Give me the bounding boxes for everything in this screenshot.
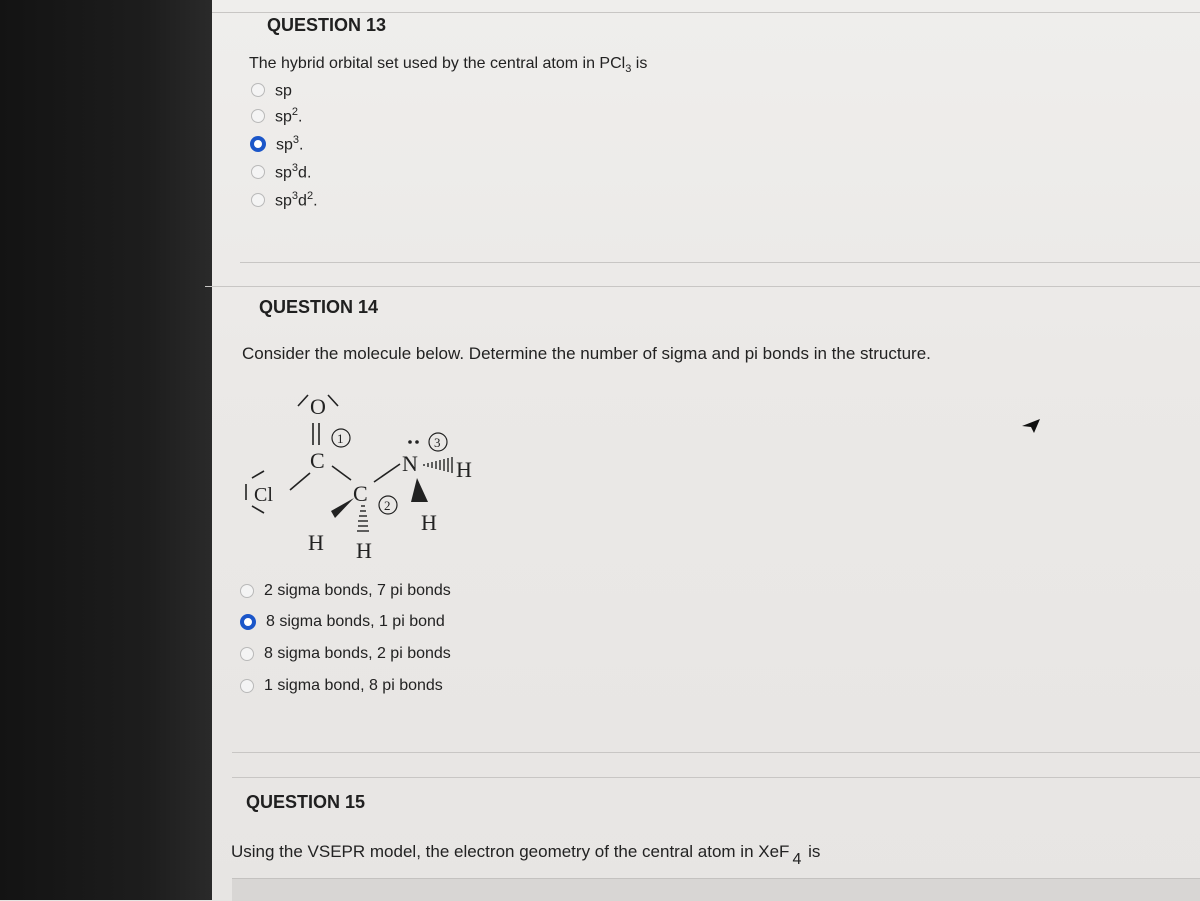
q13-option-label — [276, 134, 303, 154]
q13-option-radio[interactable] — [250, 136, 266, 152]
q13-option-sup: 3 — [291, 161, 299, 174]
divider-top — [212, 12, 1200, 13]
question-13-text-end: is — [631, 55, 648, 72]
q13-option-label — [275, 162, 311, 182]
chlorine-lone-pair-bottom — [252, 506, 264, 513]
q14-option-radio[interactable] — [240, 647, 254, 661]
q13-option-sup: 3 — [292, 133, 300, 146]
divider-q13-bottom — [240, 262, 1200, 263]
q13-option-base: sp — [275, 164, 292, 182]
q13-option-base: sp — [275, 192, 292, 210]
label-3: 3 — [434, 435, 441, 450]
hydrogen-n-2: H — [421, 510, 437, 535]
q13-option-label — [275, 106, 302, 126]
q13-option-tail: . — [313, 192, 318, 210]
label-1: 1 — [337, 431, 344, 446]
q13-option-mid: d — [298, 192, 307, 210]
q13-option-sup: 2 — [291, 105, 299, 118]
q13-option-base: sp — [275, 82, 292, 100]
oxygen-lone-pair-left — [298, 395, 308, 406]
molecule-diagram — [240, 378, 520, 578]
q14-option[interactable] — [240, 672, 443, 700]
question-13-title: QUESTION 13 — [267, 15, 387, 35]
q13-option-tail: . — [299, 136, 304, 154]
q14-option-radio[interactable] — [240, 614, 256, 630]
monitor-bezel — [0, 0, 212, 900]
q14-option-label: 2 sigma bonds, 7 pi bonds — [264, 582, 451, 599]
q13-option-radio[interactable] — [251, 165, 265, 179]
q13-option-radio[interactable] — [251, 83, 265, 97]
wedge-n-h — [411, 478, 428, 502]
q14-option-label: 1 sigma bond, 8 pi bonds — [264, 677, 443, 694]
question-15-text-sub: 4 — [792, 851, 802, 868]
q14-option[interactable] — [240, 608, 445, 636]
answer-box-edge[interactable] — [232, 878, 1200, 901]
carbon-2-atom: C — [353, 481, 368, 506]
question-13-text — [249, 55, 647, 75]
q13-option-mid: d — [298, 164, 307, 182]
question-13-text-main: The hybrid orbital set used by the central atom in PCl — [249, 55, 626, 72]
q14-option-label: 8 sigma bonds, 1 pi bond — [266, 613, 445, 630]
q13-option-sup2: 2 — [306, 189, 314, 202]
hydrogen-c-1: H — [308, 530, 324, 555]
divider-q14-top — [205, 286, 1200, 287]
mouse-cursor-icon — [1020, 417, 1044, 435]
q14-option-radio[interactable] — [240, 584, 254, 598]
q13-option-tail: . — [298, 108, 303, 126]
oxygen-atom: O — [310, 394, 326, 419]
q13-option-label — [275, 80, 292, 100]
q13-option[interactable] — [251, 76, 292, 104]
q13-option[interactable] — [250, 130, 303, 158]
hydrogen-c-2: H — [356, 538, 372, 563]
question-15-title: QUESTION 15 — [246, 792, 366, 812]
q13-option-sup: 3 — [291, 189, 299, 202]
nitrogen-atom: N — [402, 451, 418, 476]
q13-option-base: sp — [276, 136, 293, 154]
wedge-c-h — [331, 498, 354, 518]
q14-option[interactable] — [240, 640, 451, 668]
chlorine-atom: Cl — [254, 484, 273, 506]
q14-option[interactable] — [240, 577, 451, 605]
question-15-text — [231, 842, 821, 868]
q13-option-label — [275, 190, 318, 210]
q13-option[interactable] — [251, 158, 311, 186]
question-13-text-sub: 3 — [625, 63, 632, 76]
q14-option-label: 8 sigma bonds, 2 pi bonds — [264, 645, 451, 662]
q13-option-radio[interactable] — [251, 109, 265, 123]
hydrogen-n-1: H — [456, 457, 472, 482]
question-14-title: QUESTION 14 — [259, 297, 379, 317]
oxygen-lone-pair-right — [328, 395, 338, 406]
q13-option[interactable] — [251, 186, 318, 214]
question-15-text-main: Using the VSEPR model, the electron geometry of the central atom in XeF — [231, 842, 790, 861]
carbon-1-atom: C — [310, 448, 325, 473]
q13-option-radio[interactable] — [251, 193, 265, 207]
question-14-text: Consider the molecule below. Determine the number of sigma and pi bonds in the structure. — [242, 344, 931, 363]
divider-q14-bottom — [232, 752, 1200, 753]
label-2: 2 — [384, 498, 391, 513]
q13-option-base: sp — [275, 108, 292, 126]
q14-option-radio[interactable] — [240, 679, 254, 693]
chlorine-lone-pair-top — [252, 471, 264, 478]
question-15-text-end: is — [803, 842, 821, 861]
q13-option-tail: . — [306, 164, 312, 182]
divider-q15-top — [232, 777, 1200, 778]
q13-option[interactable] — [251, 102, 302, 130]
